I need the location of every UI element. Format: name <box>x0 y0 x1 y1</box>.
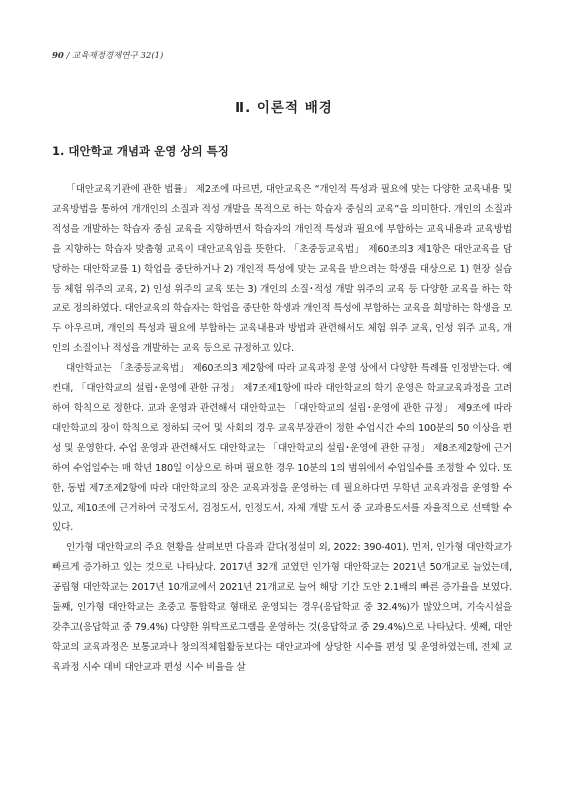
paragraph-2: 대안학교는 「초중등교육법」 제60조의3 제2항에 따라 교육과정 운영 상에서 다양한 특례를 인정받는다. 예컨대, 「대안학교의 설립･운영에 관한 규정」 제7조제1항에 따라 대안학교의 학기 운영은 학교교육과정을 고려하여 학칙으로 정한다. 교과 운영과 관련해서 대안학교는 「대안학교의 설립･운영에 관한 규정」 제9조에 따라 대안학교의 장이 학칙으로 정하되 국어 및 사회의 경우 교육부장관이 정한 수업시간 수의 100분의 50 이상을 편성 및 운영한다. 수업 운영과 관련해서도 대안학교는 「대안학교의 설립･운영에 관한 규정」 제8조제2항에 근거하여 수업일수는 매 학년 180일 이상으로 하며 필요한 경우 10분의 1의 범위에서 수업일수를 조정할 수 있다. 또한, 동법 제7조제2항에 따라 대안학교의 장은 교육과정을 운영하는 데 필요하다면 무학년 교육과정을 운영할 수 있고, 제10조에 근거하여 국정도서, 검정도서, 인정도서, 자체 개발 도서 중 교과용도서를 자율적으로 선택할 수 있다. <box>52 363 512 534</box>
journal-name: / 교육재정경제연구 32(1) <box>63 51 164 61</box>
running-header <box>52 49 163 61</box>
paragraph-3: 인가형 대안학교의 주요 현황을 살펴보면 다음과 같다(정설미 외, 2022: 390-401). 먼저, 인가형 대안학교가 빠르게 증가하고 있는 것으로 나타났다. 2017년 32개 교였던 인가형 대안학교는 2021년 50개교로 늘었는데, 공립형 대안학교는 2017년 10개교에서 2021년 21개교로 늘어 해당 기간 도안 2.1배의 빠른 증가율을 보였다. 둘째, 인가형 대안학교는 초중고 통합학교 형태로 운영되는 경우(응답학교 중 32.4%)가 많았으며, 기숙시설을 갖추고(응답학교 중 79.4%) 다양한 위탁프로그램을 운영하는 것(응답학교 중 29.4%)으로 나타났다. 셋째, 대안학교의 교육과정은 보통교과나 창의적체험활동보다는 대안교과에 상당한 시수를 편성 및 운영하였는데, 전체 교육과정 시수 대비 대안교과 편성 시수 비율을 살 <box>52 542 512 673</box>
page-number: 90 <box>52 51 64 61</box>
section-title: Ⅱ. 이론적 배경 <box>235 100 333 116</box>
subsection-title: 1. 대안학교 개념과 운영 상의 특징 <box>52 144 229 158</box>
paragraph-1: 「대안교육기관에 관한 법률」 제2조에 따르면, 대안교육은 “개인적 특성과 필요에 맞는 다양한 교육내용 및 교육방법을 통하여 개개인의 소질과 적성 개발을 목적으로 하는 학습자 중심의 교육”을 의미한다. 개인의 소질과 적성을 개발하는 학습자 중심 교육을 지향하면서 학습자의 개인적 특성과 필요에 부합하는 교육내용과 교육방법을 지향하는 학습자 맞춤형 교육이 대안교육임을 뜻한다. 「초중등교육법」 제60조의3 제1항은 대안교육을 담당하는 대안학교를 1) 학업을 중단하거나 2) 개인적 특성에 맞는 교육을 받으려는 학생을 대상으로 1) 현장 실습 등 체험 위주의 교육, 2) 인성 위주의 교육 또는 3) 개인의 소질･적성 개발 위주의 교육 등 다양한 교육을 하는 학교로 정의하였다. 대안교육의 학습자는 학업을 중단한 학생과 개인적 특성에 부합하는 교육을 희망하는 학생을 모두 아우르며, 개인의 특성과 필요에 부합하는 교육내용과 방법과 관련해서도 체험 위주 교육, 인성 위주 교육, 개인의 소질이나 적성을 개발하는 교육 등으로 규정하고 있다. <box>52 184 513 355</box>
body-text <box>52 180 512 678</box>
